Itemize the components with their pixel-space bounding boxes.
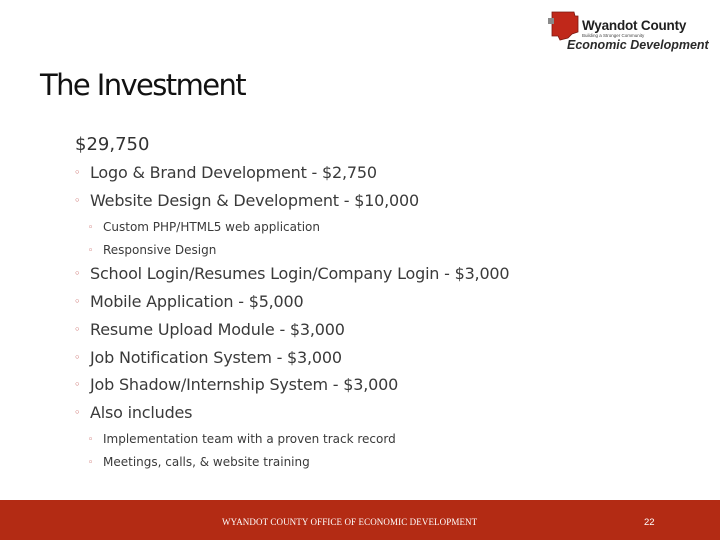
footer-bar — [0, 500, 720, 540]
footer-text: WYANDOT COUNTY OFFICE OF ECONOMIC DEVELOPMENT — [222, 517, 478, 527]
list-item-label: Logo & Brand Development - $2,750 — [90, 163, 377, 182]
list-item — [74, 403, 192, 422]
circle-bullet-icon: ◦ — [88, 435, 94, 445]
sub-list-item — [88, 220, 320, 234]
list-item-label: Job Notification System - $3,000 — [90, 348, 342, 367]
circle-bullet-icon: ◦ — [88, 246, 94, 256]
sub-list-item-label: Responsive Design — [103, 243, 217, 257]
list-item-label: Resume Upload Module - $3,000 — [90, 320, 345, 339]
slide-title: The Investment — [40, 68, 246, 102]
sub-list-item — [88, 243, 216, 257]
circle-bullet-icon: ◦ — [88, 223, 94, 233]
logo-tagline: Building a Stronger Community — [582, 33, 645, 38]
list-item — [74, 163, 377, 182]
circle-bullet-icon: ◦ — [74, 166, 81, 179]
logo-subtitle: Economic Development — [567, 38, 709, 52]
list-item — [74, 348, 342, 367]
list-item — [74, 320, 345, 339]
sub-list-item-label: Custom PHP/HTML5 web application — [103, 220, 320, 234]
list-item-label: School Login/Resumes Login/Company Login - $3,000 — [90, 264, 510, 283]
logo-name: Wyandot County — [582, 18, 687, 33]
list-item-label: Job Shadow/Internship System - $3,000 — [90, 375, 399, 394]
list-item-label: Also includes — [90, 403, 193, 422]
sub-list-item-label: Meetings, calls, & website training — [103, 455, 310, 469]
wyandot-county-logo — [548, 10, 710, 54]
total-investment: $29,750 — [75, 134, 150, 155]
list-item — [74, 264, 509, 283]
circle-bullet-icon: ◦ — [88, 458, 94, 468]
page-number: 22 — [644, 517, 655, 528]
list-item — [74, 292, 304, 311]
circle-bullet-icon: ◦ — [74, 378, 81, 391]
list-item — [74, 375, 398, 394]
circle-bullet-icon: ◦ — [74, 406, 81, 419]
sub-list-item — [88, 432, 396, 446]
list-item-label: Website Design & Development - $10,000 — [90, 191, 419, 210]
circle-bullet-icon: ◦ — [74, 323, 81, 336]
sub-list-item — [88, 455, 310, 469]
circle-bullet-icon: ◦ — [74, 351, 81, 364]
list-item — [74, 191, 419, 210]
list-item-label: Mobile Application - $5,000 — [90, 292, 304, 311]
circle-bullet-icon: ◦ — [74, 267, 81, 280]
circle-bullet-icon: ◦ — [74, 194, 81, 207]
sub-list-item-label: Implementation team with a proven track record — [103, 432, 396, 446]
circle-bullet-icon: ◦ — [74, 295, 81, 308]
